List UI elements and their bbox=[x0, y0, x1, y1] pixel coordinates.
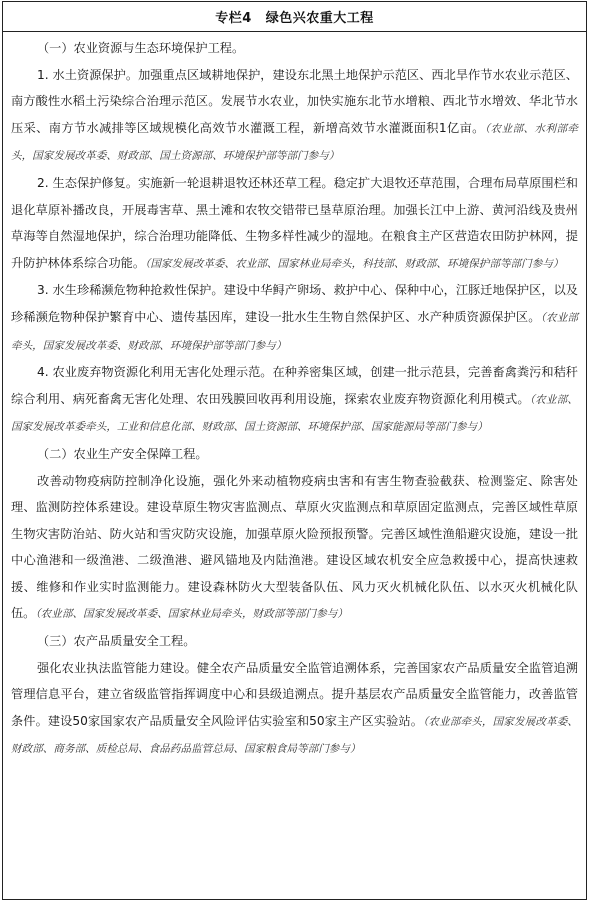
section-1-item-1 bbox=[11, 62, 578, 170]
column-label: 专栏4 bbox=[215, 11, 252, 26]
item-2-note: （国家发展改革委、农业部、国家林业局牵头，科技部、财政部、环境保护部等部门参与） bbox=[145, 257, 564, 270]
item-3-text: 3. 水生珍稀濒危物种抢救性保护。建设中华鲟产卵场、救护中心、保种中心，江豚迁地保护区，以及珍稀濒危物种保护繁育中心、遗传基因库，建设一批水生生物自然保护区、水产种质资源保护区。 bbox=[11, 283, 578, 324]
item-4-text: 4. 农业废弃物资源化利用无害化处理示范。在种养密集区域，创建一批示范县，完善畜禽粪污和秸秆综合利用、病死畜禽无害化处理、农田残膜回收再利用设施，探索农业废弃物资源化利用模式。 bbox=[11, 365, 578, 406]
section-3-note: （农业部牵头，国家发展改革委、财政部、商务部、质检总局、食品药品监管总局、国家粮食局等部门参与） bbox=[11, 715, 578, 756]
item-3-note: （农业部牵头，国家发展改革委、财政部、环境保护部等部门参与） bbox=[11, 311, 579, 352]
section-1-item-3 bbox=[11, 277, 578, 359]
item-4-note: （农业部、国家发展改革委牵头，工业和信息化部、财政部、国土资源部、环境保护部、国家能源局等部门参与） bbox=[11, 393, 579, 434]
column-title: 绿色兴农重大工程 bbox=[265, 11, 374, 26]
section-1-item-4 bbox=[11, 359, 578, 441]
section-2-heading: （二）农业生产安全保障工程。 bbox=[37, 446, 208, 461]
item-1-text: 1. 水土资源保护。加强重点区域耕地保护，建设东北黑土地保护示范区、西北旱作节水农业示范区、南方酸性水稻土污染综合治理示范区。发展节水农业，加快实施东北节水增粮、西北节水增效、华北节水压采、南方节水减排等区域规模化高效节水灌溉工程，新增高效节水灌溉面积1亿亩。 bbox=[11, 67, 578, 135]
column-content bbox=[3, 32, 586, 763]
section-1-item-2 bbox=[11, 170, 578, 277]
item-2-text: 2. 生态保护修复。实施新一轮退耕退牧还林还草工程。稳定扩大退牧还草范围，合理布局草原围栏和退化草原补播改良，开展毒害草、黑土滩和农牧交错带已垦草原治理。加强长江中上游、黄河沿线及贵州草海等自然湿地保护，综合治理功能降低、生物多样性减少的湿地。在粮食主产区营造农田防护林网，提升防护林体系综合功能。 bbox=[11, 175, 578, 270]
column-title-row bbox=[3, 2, 586, 32]
section-3-heading: （三）农产品质量安全工程。 bbox=[37, 634, 196, 649]
section-2-body bbox=[11, 468, 578, 629]
section-2-text: 改善动物疫病防控制净化设施，强化外来动植物疫病虫害和有害生物查验截获、检测鉴定、除害处理、监测防控体系建设。建设草原生物灾害监测点、草原火灾监测点和草原固定监测点，完善区域性草原生物灾害防治站、防火站和雪灾防灾设施，加强草原火险预报预警。完善区域性渔船避灾设施，建设一批中心渔港和一级渔港、二级渔港、避风锚地及内陆渔港。建设区域农机安全应急救援中心，提高快速救援、维修和作业实时监测能力。建设森林防火大型装备队伍、风力灭火机械化队伍、以水灭火机械化队伍。 bbox=[11, 473, 578, 621]
section-3-body bbox=[11, 655, 578, 763]
section-1-heading: （一）农业资源与生态环境保护工程。 bbox=[37, 41, 245, 55]
item-1-note: （农业部、水利部牵头，国家发展改革委、财政部、国土资源部、环境保护部等部门参与） bbox=[11, 122, 578, 163]
column-box bbox=[2, 1, 587, 900]
section-2-note: （农业部、国家发展改革委、国家林业局牵头，财政部等部门参与） bbox=[35, 608, 348, 621]
section-3-text: 强化农业执法监管能力建设。健全农产品质量安全监管追溯体系，完善国家农产品质量安全监管追溯管理信息平台，建立省级监管指挥调度中心和县级追溯点。提升基层农产品质量安全监管能力，改善监管条件。建设50家国家农产品质量安全风险评估实验室和50家主产区实验站。 bbox=[11, 660, 578, 728]
